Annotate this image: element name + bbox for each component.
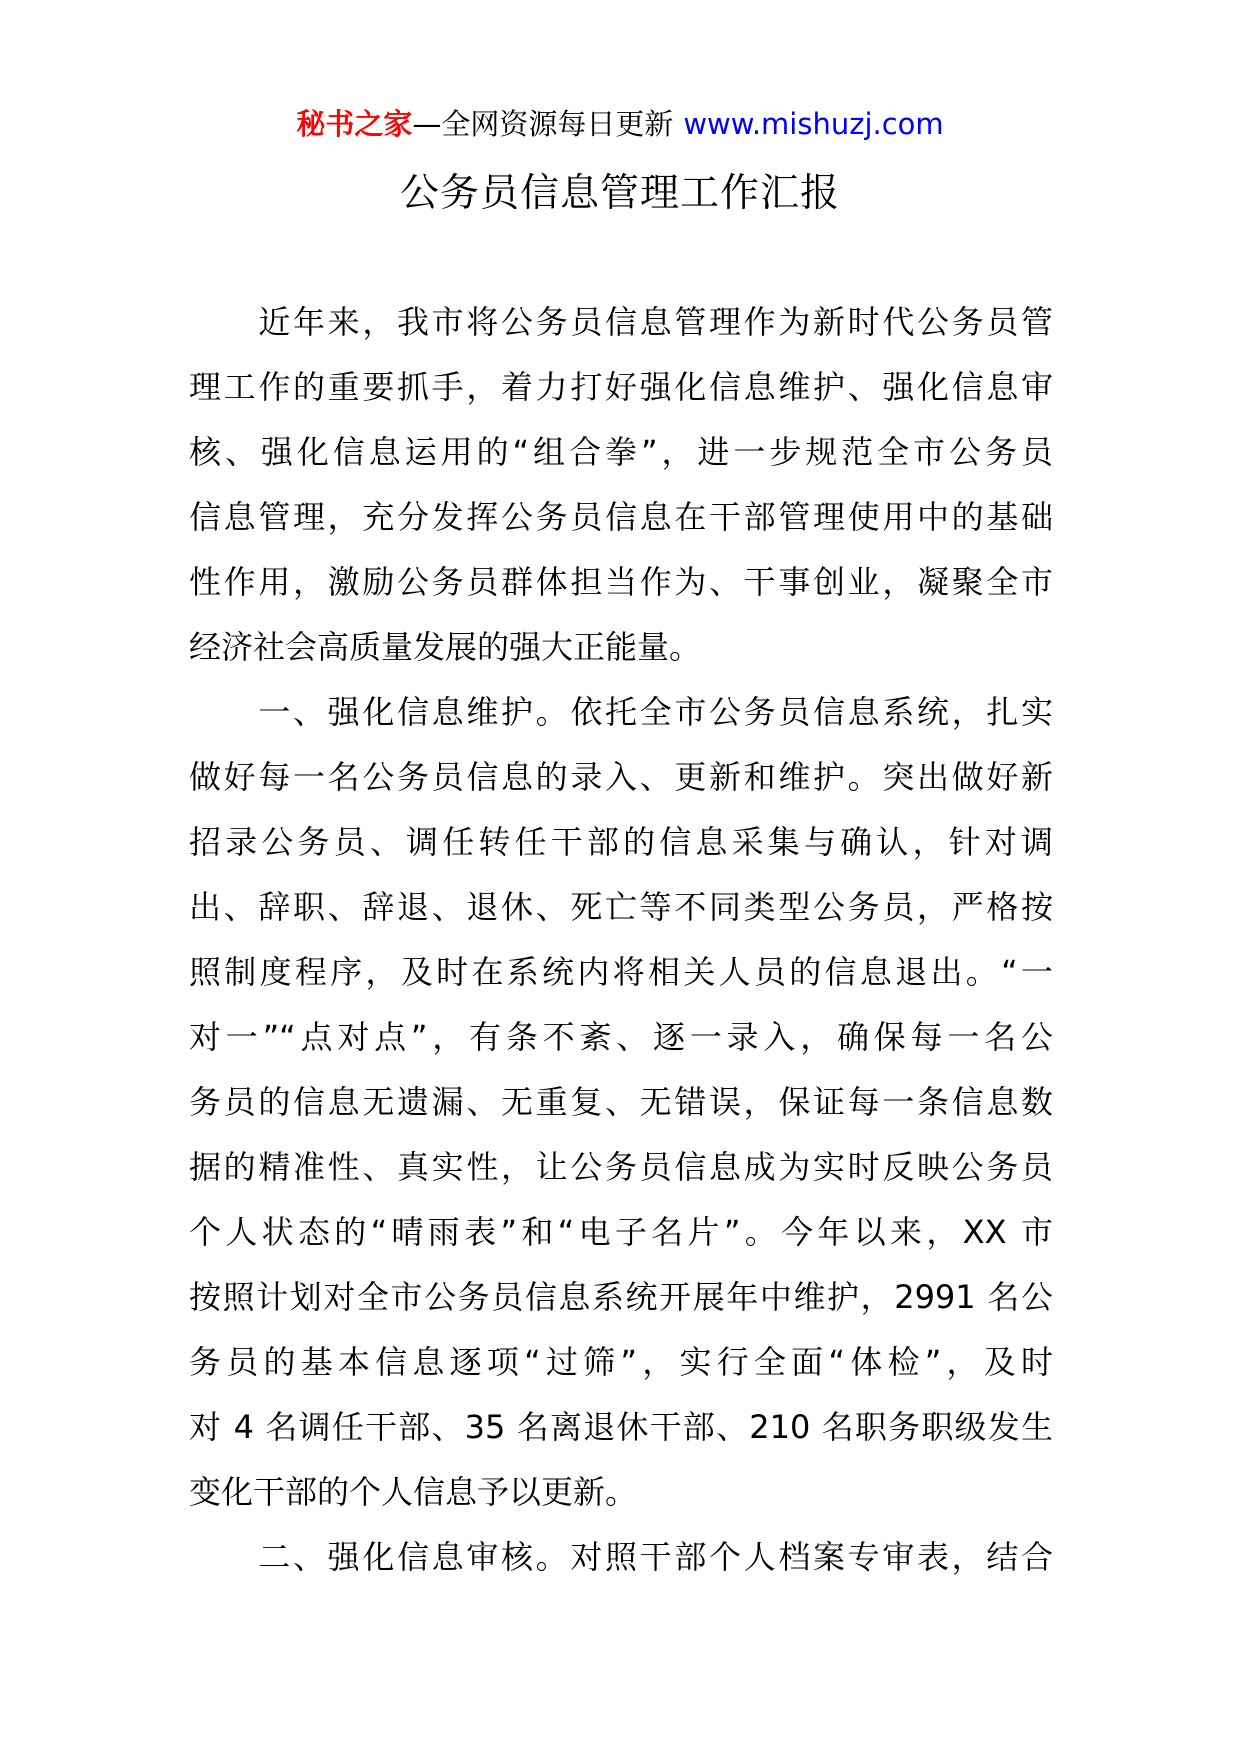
text-line: 理工作的重要抓手，着力打好强化信息维护、强化信息审 [189, 368, 1053, 406]
text-line: 个人状态的“晴雨表”和“电子名片”。今年以来，XX 市 [189, 1213, 1053, 1251]
text-line: 出、辞职、辞退、退休、死亡等不同类型公务员，严格按 [189, 888, 1053, 926]
text-line: 一、强化信息维护。依托全市公务员信息系统，扎实 [189, 693, 1053, 731]
site-url-link[interactable]: www.mishuzj.com [683, 107, 944, 141]
text-line: 做好每一名公务员信息的录入、更新和维护。突出做好新 [189, 758, 1053, 796]
text-line: 经济社会高质量发展的强大正能量。 [189, 628, 702, 666]
text-line: 变化干部的个人信息予以更新。 [189, 1473, 638, 1511]
text-line: 务员的信息无遗漏、无重复、无错误，保证每一条信息数 [189, 1083, 1053, 1121]
document-body [189, 290, 1053, 1590]
text-line: 近年来，我市将公务员信息管理作为新时代公务员管 [189, 303, 1053, 341]
text-line: 二、强化信息审核。对照干部个人档案专审表，结合 [189, 1538, 1053, 1576]
text-line: 性作用，激励公务员群体担当作为、干事创业，凝聚全市 [189, 563, 1053, 601]
text-line: 按照计划对全市公务员信息系统开展年中维护，2991 名公 [189, 1278, 1053, 1316]
text-line: 照制度程序，及时在系统内将相关人员的信息退出。“一 [189, 953, 1053, 991]
text-line: 务员的基本信息逐项“过筛”，实行全面“体检”，及时 [189, 1343, 1053, 1381]
text-line: 招录公务员、调任转任干部的信息采集与确认，针对调 [189, 823, 1053, 861]
site-header [0, 104, 1240, 144]
document-title: 公务员信息管理工作汇报 [399, 171, 840, 216]
text-line: 信息管理，充分发挥公务员信息在干部管理使用中的基础 [189, 498, 1053, 536]
text-line: 据的精准性、真实性，让公务员信息成为实时反映公务员 [189, 1148, 1053, 1186]
header-tagline: —全网资源每日更新 [412, 107, 674, 141]
brand-name: 秘书之家 [296, 107, 413, 141]
text-line: 对 4 名调任干部、35 名离退休干部、210 名职务职级发生 [189, 1408, 1053, 1446]
text-line: 对一”“点对点”，有条不紊、逐一录入，确保每一名公 [189, 1018, 1053, 1056]
text-line: 核、强化信息运用的“组合拳”，进一步规范全市公务员 [189, 433, 1053, 471]
